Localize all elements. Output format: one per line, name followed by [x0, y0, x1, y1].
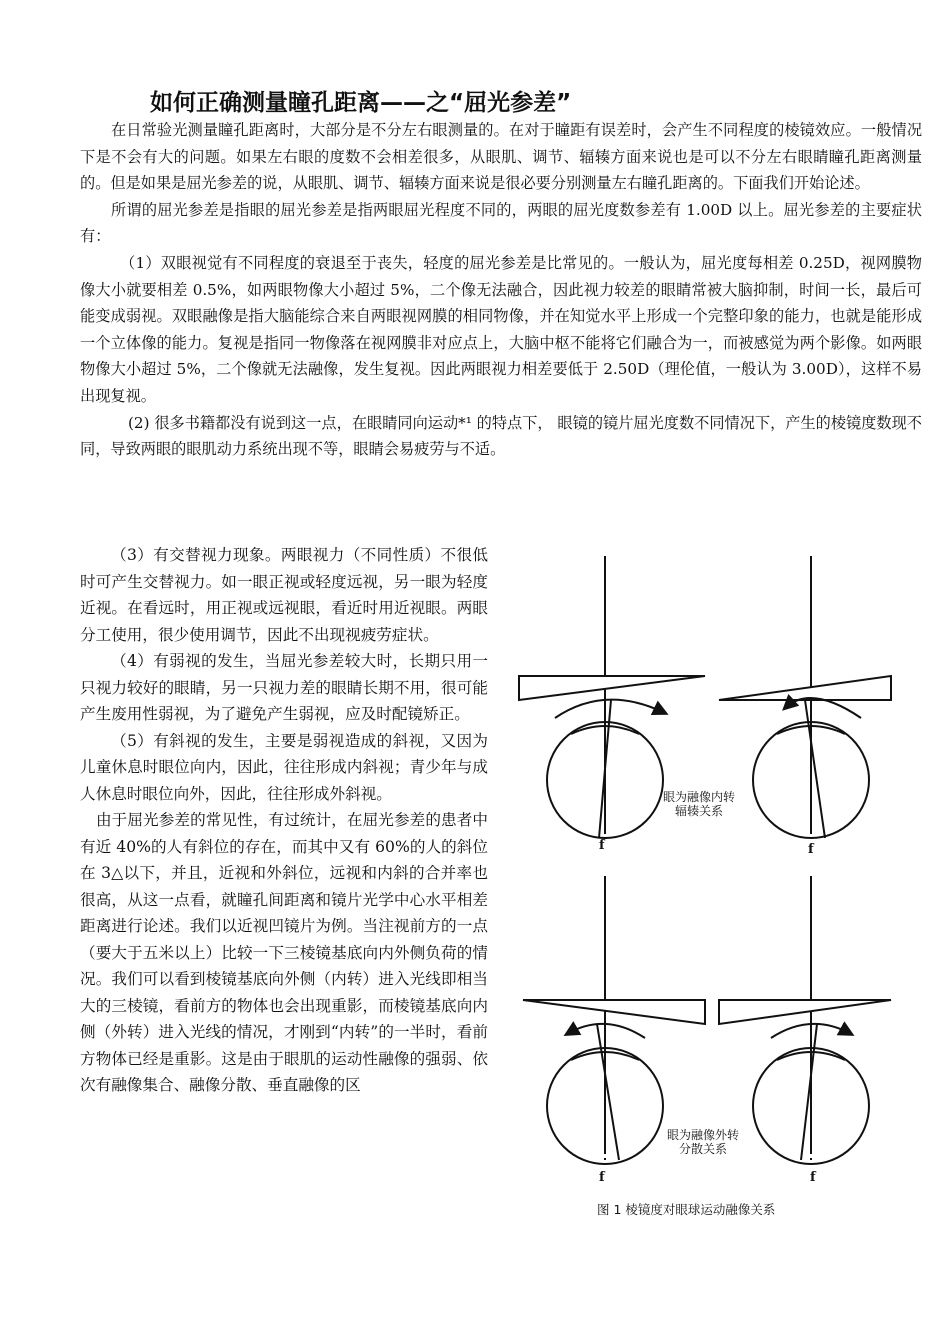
- paragraph-statistics: 由于屈光参差的常见性，有过统计，在屈光参差的患者中有近 40%的人有斜位的存在，而其中又有 60%的人的斜位在 3△以下，并且，近视和外斜位，远视和内斜的合并率也很高，从这一点看，就瞳孔间距离和镜片光学中心水平相差距离进行论述。我们以近视凹镜片为例。当注视前方的一点（要大于五米以上）比较一下三棱镜基底向内外侧负荷的情况。我们可以看到棱镜基底向外侧（内转）进入光线即相当大的三棱镜，看前方的物体也会出现重影，而棱镜基底向内侧（外转）进入光线的情况，才刚到“内转”的一半时，看前方物体已经是重影。这是由于眼肌的运动性融像的强弱、依次有融像集合、融像分散、垂直融像的区: [80, 811, 488, 1094]
- paragraph-symptom-5: （5）有斜视的发生，主要是弱视造成的斜视，又因为儿童休息时眼位向内，因此，往往形成内斜视；青少年与成人休息时眼位向外，因此，往往形成外斜视。: [80, 731, 488, 803]
- focus-label-bottom-left: f: [599, 1170, 605, 1185]
- eye-diagram-top-right: [719, 556, 891, 838]
- figure-caption: 图 1 棱镜度对眼球运动融像关系: [597, 1202, 776, 1217]
- paragraph-definition: 所谓的屈光参差是指眼的屈光参差是指两眼屈光程度不同的，两眼的屈光度数参差有 1.00D 以上。屈光参差的主要症状有：: [80, 200, 922, 246]
- figure-label-divergence: 眼为融像外转 分散关系: [667, 1128, 740, 1156]
- paragraph-intro-1: 在日常验光测量瞳孔距离时，大部分是不分左右眼测量的。在对于瞳距有误差时，会产生不同程度的棱镜效应。一般情况下是不会有大的问题。如果左右眼的度数不会相差很多，从眼肌、调节、辐辏方面来说也是可以不分左右眼睛瞳孔距离测量的。但是如果是屈光参差的说，从眼肌、调节、辐辏方面来说是很必要分别测量左右瞳孔距离的。下面我们开始论述。: [80, 121, 922, 193]
- paragraph-symptom-1: （1）双眼视觉有不同程度的衰退至于丧失，轻度的屈光参差是比常见的。一般认为，屈光度每相差 0.25D，视网膜物像大小就要相差 0.5%，如两眼物像大小超过 5%，二个像无法融合，因此视力较差的眼睛常被大脑抑制，时间一长，最后可能变成弱视。双眼融像是指大脑能综合来自两眼视网膜的相同物像，并在知觉水平上形成一个完整印象的能力，也就是能形成一个立体像的能力。复视是指同一物像落在视网膜非对应点上，大脑中枢不能将它们融合为一，而被感觉为两个影像。如两眼物像大小超过 5%，二个像就无法融像，发生复视。因此两眼视力相差要低于 2.50D（理伦值，一般认为 3.00D），这样不易出现复视。: [80, 253, 922, 405]
- paragraph-symptom-3: （3）有交替视力现象。两眼视力（不同性质）不很低时可产生交替视力。如一眼正视或轻度远视，另一眼为轻度近视。在看远时，用正视或远视眼，看近时用近视眼。两眼分工使用，很少使用调节，因此不出现视疲劳症状。: [80, 546, 488, 644]
- prism-eye-figure: [505, 548, 905, 1228]
- focus-label-top-right: f: [808, 842, 814, 857]
- eye-diagram-bottom-left: [523, 876, 705, 1164]
- eye-diagram-bottom-right: [719, 876, 891, 1164]
- intro-block: [80, 117, 922, 463]
- paragraph-symptom-2: (2) 很多书籍都没有说到这一点，在眼睛同向运动*¹ 的特点下， 眼镜的镜片屈光度数不同情况下，产生的棱镜度数现不同，导致两眼的眼肌动力系统出现不等，眼睛会易疲劳与不适。: [80, 413, 922, 459]
- left-column: [80, 542, 488, 1099]
- focus-label-bottom-right: f: [810, 1170, 816, 1185]
- page-title: 如何正确测量瞳孔距离——之“屈光参差”: [150, 90, 572, 116]
- focus-label-top-left: f: [599, 838, 605, 853]
- paragraph-symptom-4: （4）有弱视的发生，当屈光参差较大时，长期只用一只视力较好的眼睛，另一只视力差的眼睛长期不用，很可能产生废用性弱视，为了避免产生弱视，应及时配镜矫正。: [80, 652, 488, 723]
- figure-label-convergence: 眼为融像内转 辐辏关系: [663, 790, 736, 818]
- prism-eye-diagram: [505, 548, 905, 1228]
